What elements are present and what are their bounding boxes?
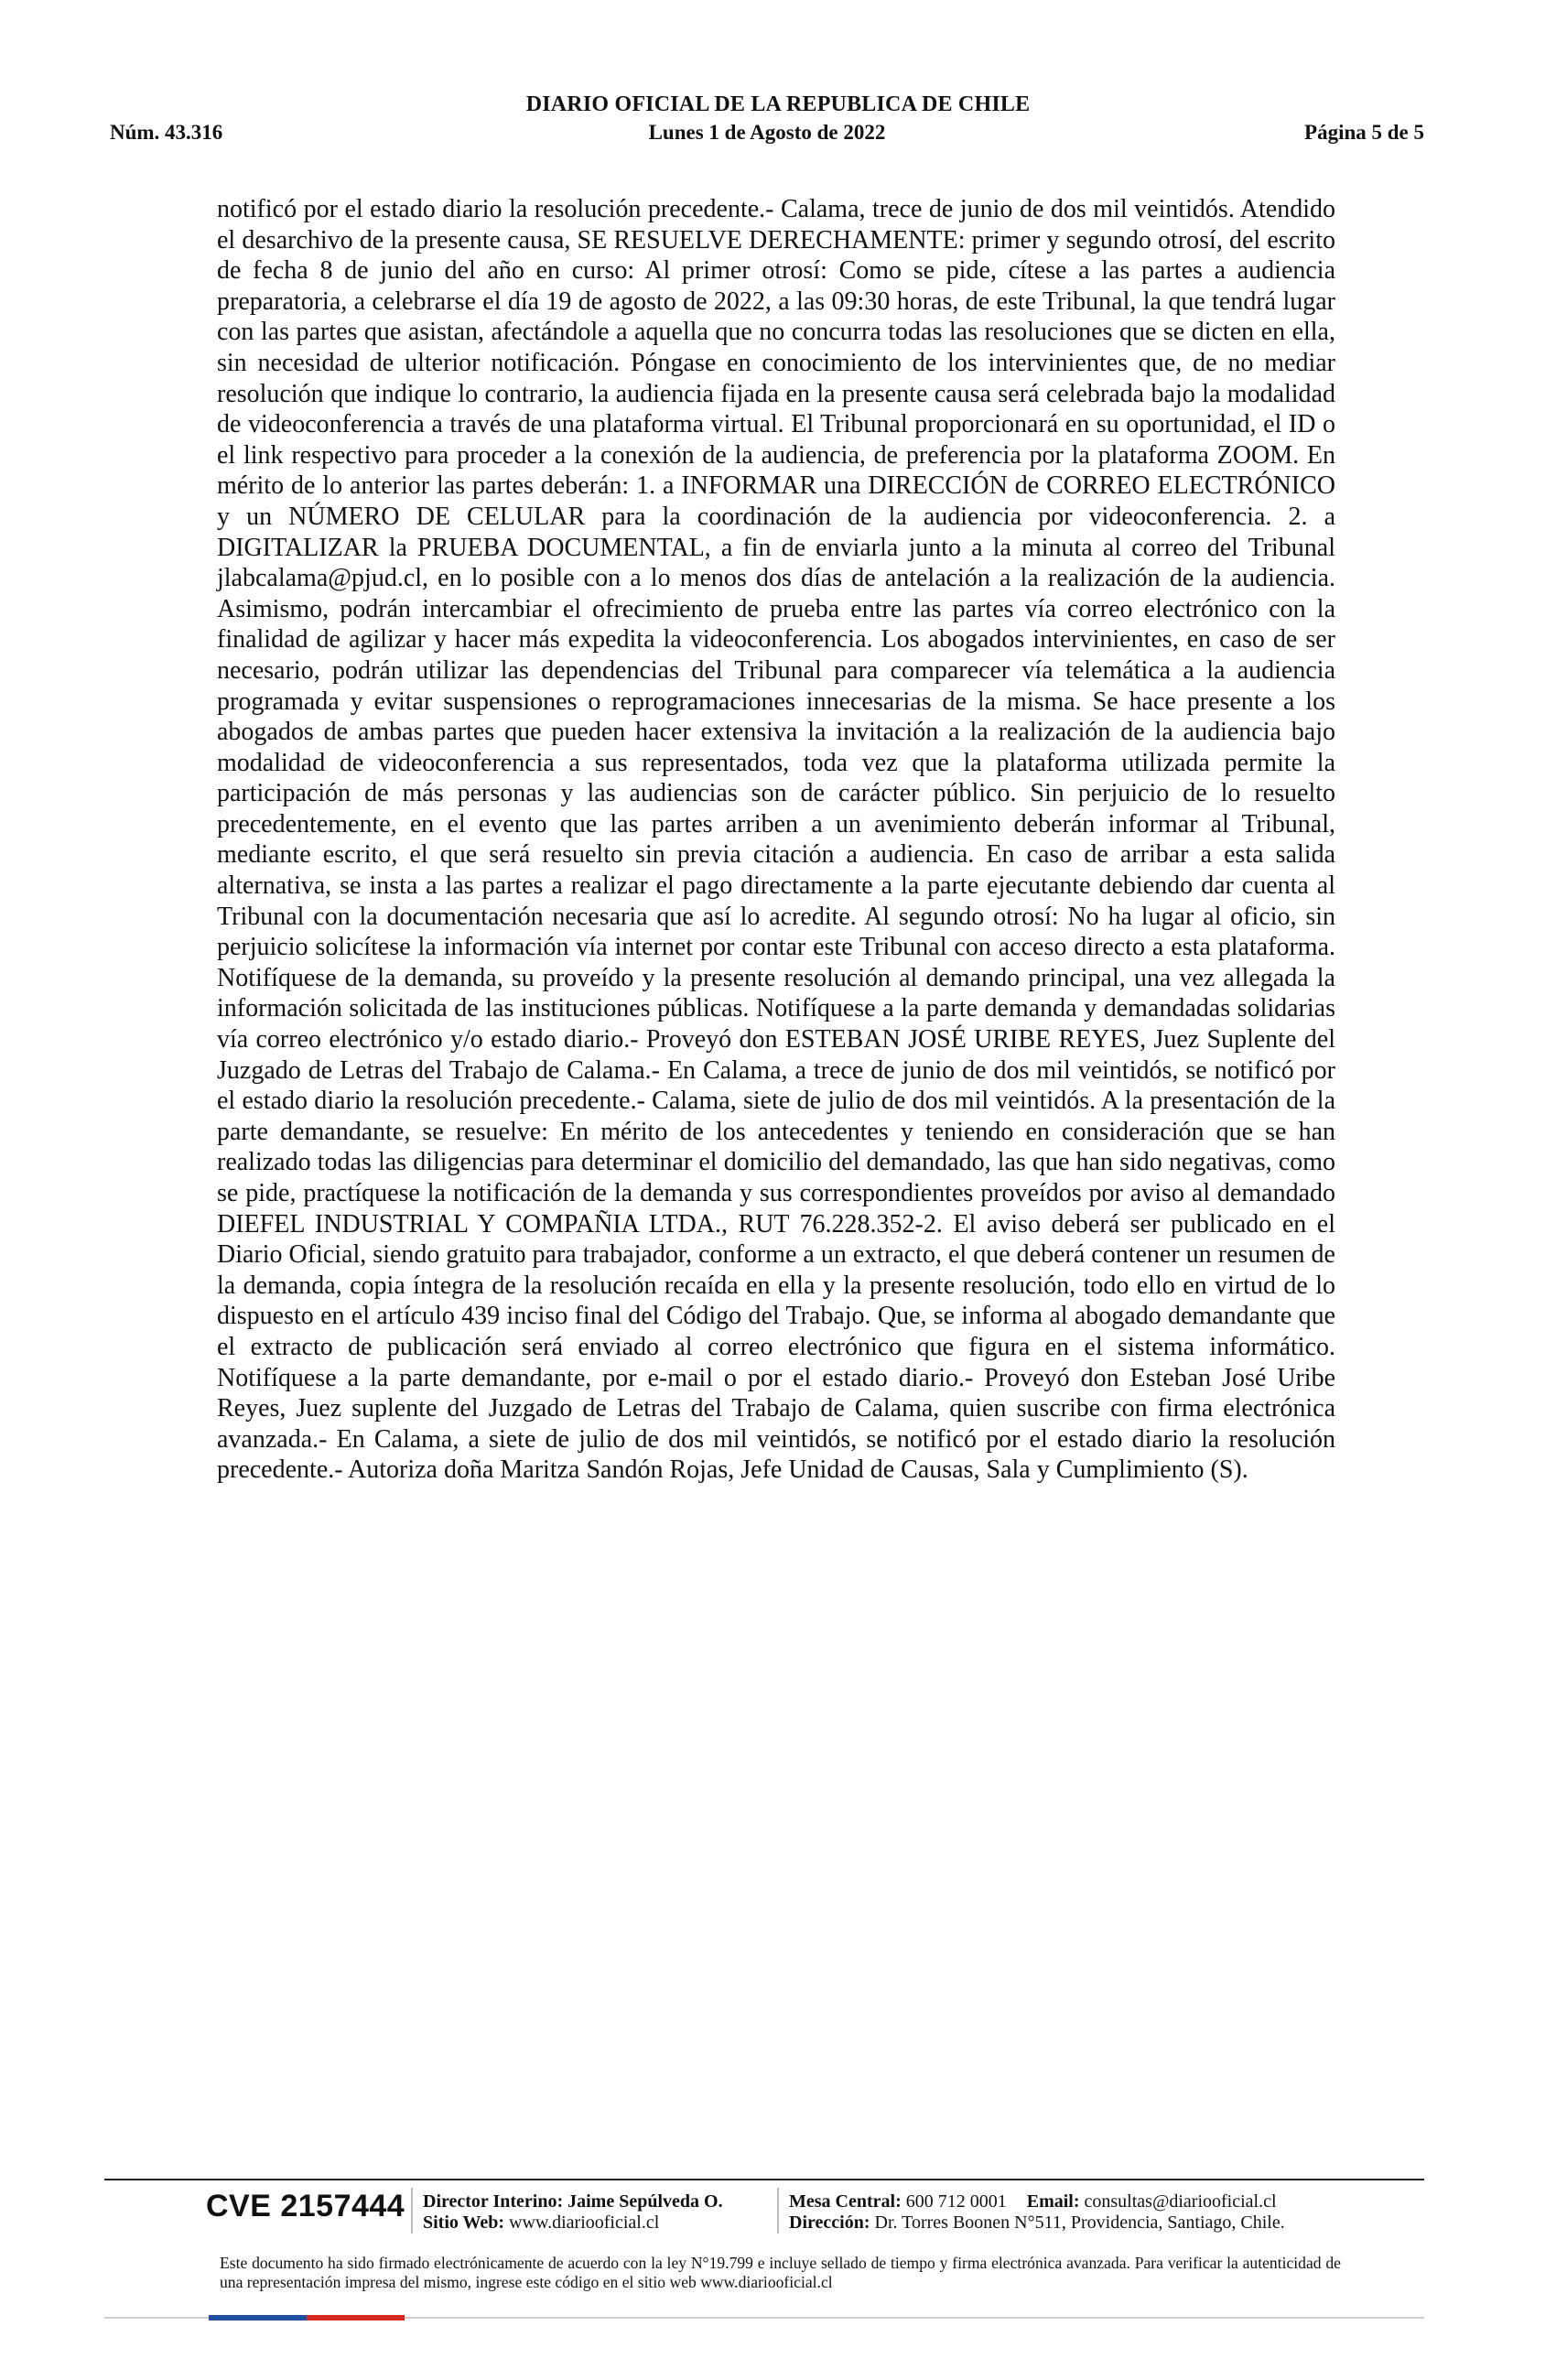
footer-contact-block [789,2191,1285,2234]
site-link[interactable]: www.diariooficial.cl [509,2212,660,2233]
address-label: Dirección: [789,2212,870,2233]
page-number: Página 5 de 5 [1304,121,1424,144]
flag-red-stripe [307,2315,405,2320]
document-body: notificó por el estado diario la resolución precedente.- Calama, trece de junio de dos mil veintidós. Atendido el desarchivo de la presente causa, SE RESUELVE DERECHAMENTE: primer y segundo otrosí, del escrito de fecha 8 de junio del año en curso: Al primer otrosí: Como se pide, cítese a las partes a audiencia preparatoria, a celebrarse el día 19 de agosto de 2022, a las 09:30 horas, de este Tribunal, la que tendrá lugar con las partes que asistan, afectándole a aquella que no concurra todas las resoluciones que se dicten en ella, sin necesidad de ulterior notificación. Póngase en conocimiento de los intervinientes que, de no mediar resolución que indique lo contrario, la audiencia fijada en la presente causa será celebrada bajo la modalidad de videoconferencia a través de una plataforma virtual. El Tribunal proporcionará en su oportunidad, el ID o el link respectivo para proceder a la conexión de la audiencia, de preferencia por la plataforma ZOOM. En mérito de lo anterior las partes deberán: 1. a INFORMAR una DIRECCIÓN de CORREO ELECTRÓNICO y un NÚMERO DE CELULAR para la coordinación de la audiencia por videoconferencia. 2. a DIGITALIZAR la PRUEBA DOCUMENTAL, a fin de enviarla junto a la minuta al correo del Tribunal jlabcalama@pjud.cl, en lo posible con a lo menos dos días de antelación a la realización de la audiencia. Asimismo, podrán intercambiar el ofrecimiento de prueba entre las partes vía correo electrónico con la finalidad de agilizar y hacer más expedita la videoconferencia. Los abogados intervinientes, en caso de ser necesario, podrán utilizar las dependencias del Tribunal para comparecer vía telemática a la audiencia programada y evitar suspensiones o reprogramaciones innecesarias de la misma. Se hace presente a los abogados de ambas partes que pueden hacer extensiva la invitación a la realización de la audiencia bajo modalidad de videoconferencia a sus representados, toda vez que la plataforma utilizada permite la participación de más personas y las audiencias son de carácter público. Sin perjuicio de lo resuelto precedentemente, en el evento que las partes arriben a un avenimiento deberán informar al Tribunal, mediante escrito, el que será resuelto sin previa citación a audiencia. En caso de arribar a esta salida alternativa, se insta a las partes a realizar el pago directamente a la parte ejecutante debiendo dar cuenta al Tribunal con la documentación necesaria que así lo acredite. Al segundo otrosí: No ha lugar al oficio, sin perjuicio solicítese la información vía internet por contar este Tribunal con acceso directo a esta plataforma. Notifíquese de la demanda, su proveído y la presente resolución al demando principal, una vez allegada la información solicitada de las instituciones públicas. Notifíquese a la parte demanda y demandadas solidarias vía correo electrónico y/o estado diario.- Proveyó don ESTEBAN JOSÉ URIBE REYES, Juez Suplente del Juzgado de Letras del Trabajo de Calama.- En Calama, a trece de junio de dos mil veintidós, se notificó por el estado diario la resolución precedente.- Calama, siete de julio de dos mil veintidós. A la presentación de la parte demandante, se resuelve: En mérito de los antecedentes y teniendo en consideración que se han realizado todas las diligencias para determinar el domicilio del demandado, las que han sido negativas, como se pide, practíquese la notificación de la demanda y sus correspondientes proveídos por aviso al demandado DIEFEL INDUSTRIAL Y COMPAÑIA LTDA., RUT 76.228.352-2. El aviso deberá ser publicado en el Diario Oficial, siendo gratuito para trabajador, conforme a un extracto, el que deberá contener un resumen de la demanda, copia íntegra de la resolución recaída en ella y la presente resolución, todo ello en virtud de lo dispuesto en el artículo 439 inciso final del Código del Trabajo. Que, se informa al abogado demandante que el extracto de publicación será enviado al correo electrónico que figura en el sistema informático. Notifíquese a la parte demandante, por e-mail o por el estado diario.- Proveyó don Esteban José Uribe Reyes, Juez suplente del Juzgado de Letras del Trabajo de Calama, quien suscribe con firma electrónica avanzada.- En Calama, a siete de julio de dos mil veintidós, se notificó por el estado diario la resolución precedente.- Autoriza doña Maritza Sandón Rojas, Jefe Unidad de Causas, Sala y Cumplimiento (S). [217,195,1335,1485]
footer-divider [104,2179,1424,2180]
email-link[interactable]: consultas@diariooficial.cl [1084,2191,1277,2212]
site-label: Sitio Web: [423,2212,505,2233]
page-header [110,121,1424,148]
footer-separator [777,2188,779,2234]
mesa-phone: 600 712 0001 [905,2191,1007,2212]
email-label: Email: [1026,2191,1080,2212]
cve-code: CVE 2157444 [206,2189,405,2223]
legal-note: Este documento ha sido firmado electrónicamente de acuerdo con la ley N°19.799 e incluye sellado de tiempo y firma electrónica avanzada. Para verificar la autenticidad de una representación impresa del mismo, ingrese este código en el sitio web www.diariooficial.cl [220,2254,1341,2291]
address-value: Dr. Torres Boonen N°511, Providencia, Santiago, Chile. [874,2212,1285,2233]
flag-blue-stripe [209,2315,307,2320]
mesa-label: Mesa Central: [789,2191,902,2212]
issue-number: Núm. 43.316 [110,121,223,144]
footer-separator [411,2188,413,2234]
director-name: Jaime Sepúlveda O. [567,2191,723,2212]
footer-director-block [423,2191,723,2234]
director-label: Director Interino: [423,2191,564,2212]
publication-title: DIARIO OFICIAL DE LA REPUBLICA DE CHILE [525,92,1031,116]
issue-date: Lunes 1 de Agosto de 2022 [648,121,886,144]
